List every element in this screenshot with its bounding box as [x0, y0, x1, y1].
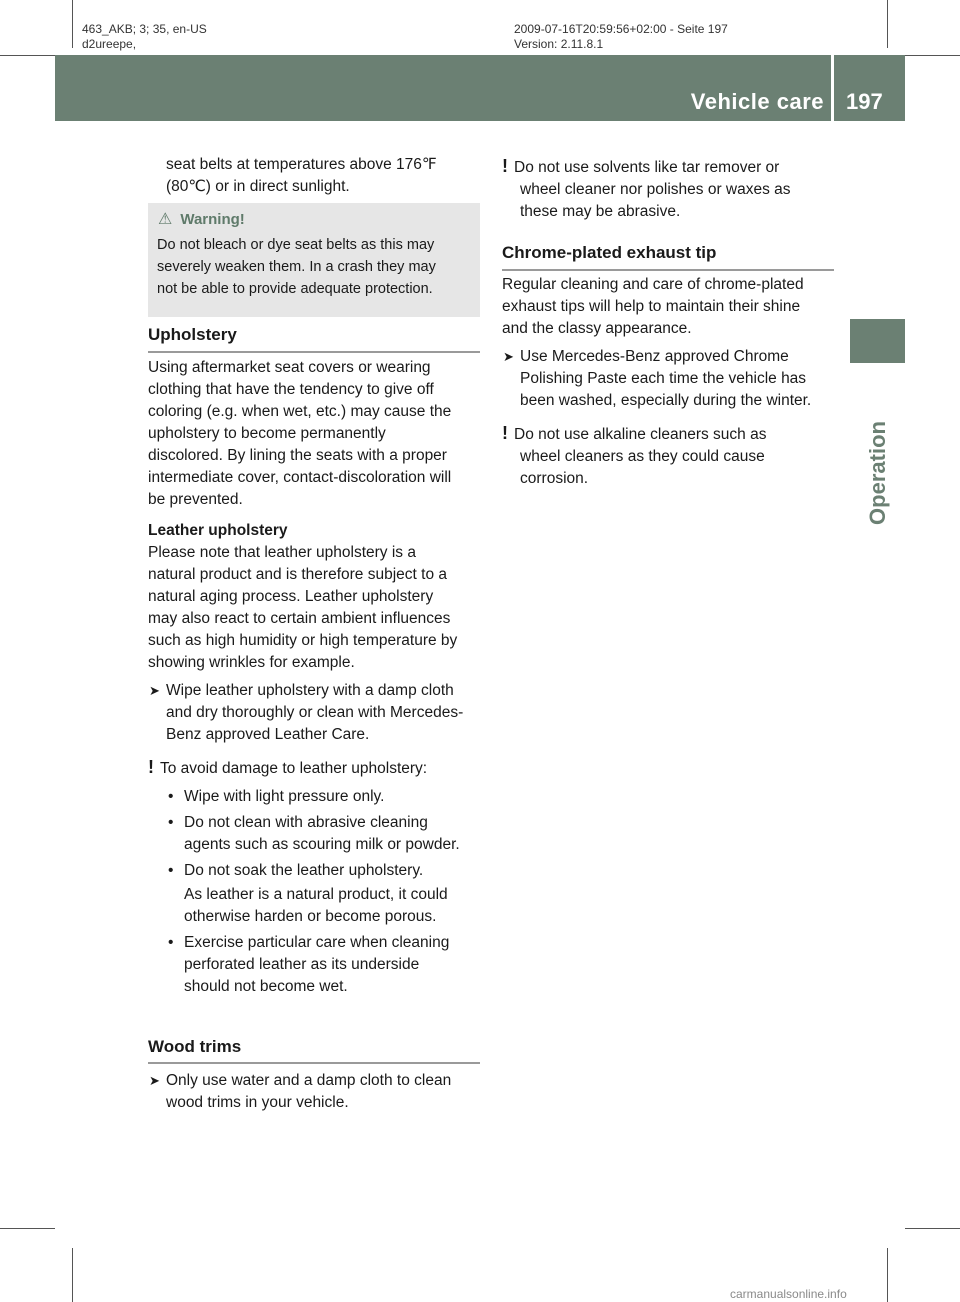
crop-mark	[72, 1248, 73, 1302]
step-line: and dry thoroughly or clean with Mercedes-	[166, 704, 464, 721]
crop-mark	[0, 1228, 55, 1229]
chrome-line: Regular cleaning and care of chrome-plated	[502, 276, 804, 293]
note-item-text: should not become wet.	[184, 978, 348, 995]
chrome-step	[502, 346, 842, 412]
warning-line: Do not bleach or dye seat belts as this may	[157, 237, 435, 253]
upholstery-line: discolored. By lining the seats with a proper	[148, 447, 447, 464]
note-item-text: Do not clean with abrasive cleaning	[184, 814, 428, 831]
intro-line: (80℃) or in direct sunlight.	[166, 178, 350, 195]
leather-line: natural aging process. Leather upholstery	[148, 588, 434, 605]
bullet-icon: •	[168, 814, 174, 831]
step-text: Use Mercedes-Benz approved Chrome	[520, 348, 789, 365]
note-item-text: perforated leather as its underside	[184, 956, 420, 973]
upholstery-line: upholstery to become permanently	[148, 425, 386, 442]
side-tab	[850, 319, 905, 363]
warning-title	[158, 209, 245, 229]
right-note-1	[502, 155, 836, 223]
upholstery-line: coloring (e.g. when wet, etc.) may cause the	[148, 403, 452, 420]
note-line	[502, 422, 842, 446]
note-item-text: otherwise harden or become porous.	[184, 908, 437, 925]
crop-mark	[0, 55, 55, 56]
crop-mark	[905, 1228, 960, 1229]
chrome-line: exhaust tips will help to maintain their shine	[502, 298, 801, 315]
upholstery-line: be prevented.	[148, 491, 243, 508]
intro-text	[148, 154, 484, 198]
upholstery-section	[148, 357, 488, 998]
upholstery-heading: Upholstery	[148, 325, 237, 344]
meta-left-2: d2ureepe,	[82, 37, 137, 51]
note-item-text: Wipe with light pressure only.	[184, 788, 385, 805]
crop-mark	[887, 0, 888, 48]
heading-rule	[502, 269, 834, 271]
watermark: carmanualsonline.info	[730, 1287, 847, 1301]
leather-line: Please note that leather upholstery is a	[148, 544, 416, 561]
chrome-heading-block	[502, 242, 834, 271]
step-line: wood trims in your vehicle.	[166, 1094, 349, 1111]
bullet-icon: •	[168, 862, 174, 879]
note-line: wheel cleaner nor polishes or waxes as	[520, 181, 791, 198]
right-note-2	[502, 422, 842, 490]
warning-line: not be able to provide adequate protection.	[157, 281, 433, 297]
step-line: Benz approved Leather Care.	[166, 726, 370, 743]
note-list	[148, 786, 488, 998]
meta-right-2: Version: 2.11.8.1	[514, 37, 604, 51]
crop-mark	[887, 1248, 888, 1302]
step-text: Wipe leather upholstery with a damp cloth	[166, 682, 454, 699]
leather-line: showing wrinkles for example.	[148, 654, 355, 671]
heading-rule	[148, 351, 480, 353]
note-intro	[148, 756, 488, 780]
note-icon: !	[502, 423, 508, 443]
step-line	[502, 346, 842, 368]
intro-line: seat belts at temperatures above 176℉	[166, 156, 437, 173]
note-intro-text: To avoid damage to leather upholstery:	[160, 760, 428, 777]
chrome-heading: Chrome-plated exhaust tip	[502, 243, 717, 262]
note-item	[148, 932, 488, 954]
bullet-icon: •	[168, 788, 174, 805]
upholstery-line: clothing that have the tendency to give off	[148, 381, 434, 398]
note-line: these may be abrasive.	[520, 203, 681, 220]
bullet-icon: •	[168, 934, 174, 951]
chrome-section	[502, 274, 842, 490]
warning-icon: ⚠	[158, 211, 173, 228]
note-line: wheel cleaners as they could cause	[520, 448, 765, 465]
upholstery-line: intermediate cover, contact-discoloration will	[148, 469, 452, 486]
header-separator	[831, 55, 834, 121]
note-item-text: agents such as scouring milk or powder.	[184, 836, 460, 853]
note-icon: !	[148, 757, 154, 777]
note-line: corrosion.	[520, 470, 589, 487]
note-item	[148, 786, 488, 808]
warning-line: severely weaken them. In a crash they may	[157, 259, 436, 275]
step-text: Only use water and a damp cloth to clean	[166, 1072, 452, 1089]
note-item	[148, 812, 488, 834]
wood-step	[148, 1070, 484, 1114]
note-icon: !	[502, 156, 508, 176]
note-line	[502, 155, 836, 179]
leather-heading: Leather upholstery	[148, 522, 288, 539]
side-label-text: Operation	[865, 421, 890, 525]
step-arrow-icon: ➤	[149, 683, 160, 698]
step-line: Polishing Paste each time the vehicle has	[520, 370, 807, 387]
page-number: 197	[846, 89, 883, 114]
heading-rule	[148, 1062, 480, 1064]
note-text: Do not use solvents like tar remover or	[514, 159, 780, 176]
step-line	[148, 680, 488, 702]
wood-heading-block	[148, 1036, 480, 1064]
meta-right-1: 2009-07-16T20:59:56+02:00 - Seite 197	[514, 22, 728, 36]
chrome-line: and the classy appearance.	[502, 320, 692, 337]
crop-mark	[905, 55, 960, 56]
upholstery-heading-block	[148, 324, 480, 353]
note-item-text: As leather is a natural product, it could	[184, 886, 448, 903]
upholstery-line: Using aftermarket seat covers or wearing	[148, 359, 431, 376]
meta-left-1: 463_AKB; 3; 35, en-US	[82, 22, 207, 36]
side-label	[848, 373, 908, 573]
warning-title-text: Warning!	[180, 211, 245, 228]
note-text: Do not use alkaline cleaners such as	[514, 426, 767, 443]
section-title: Vehicle care	[690, 89, 824, 114]
step-arrow-icon: ➤	[503, 349, 514, 364]
warning-body	[157, 234, 475, 300]
leather-line: may also react to certain ambient influences	[148, 610, 451, 627]
wipe-step	[148, 680, 488, 746]
leather-line: such as high humidity or high temperature by	[148, 632, 458, 649]
note-item-text: Exercise particular care when cleaning	[184, 934, 450, 951]
step-line	[148, 1070, 484, 1092]
step-line: been washed, especially during the winter.	[520, 392, 812, 409]
note-item-text: Do not soak the leather upholstery.	[184, 862, 424, 879]
step-arrow-icon: ➤	[149, 1073, 160, 1088]
wood-heading: Wood trims	[148, 1037, 242, 1056]
crop-mark	[72, 0, 73, 48]
leather-line: natural product and is therefore subject to a	[148, 566, 447, 583]
note-item	[148, 860, 488, 882]
